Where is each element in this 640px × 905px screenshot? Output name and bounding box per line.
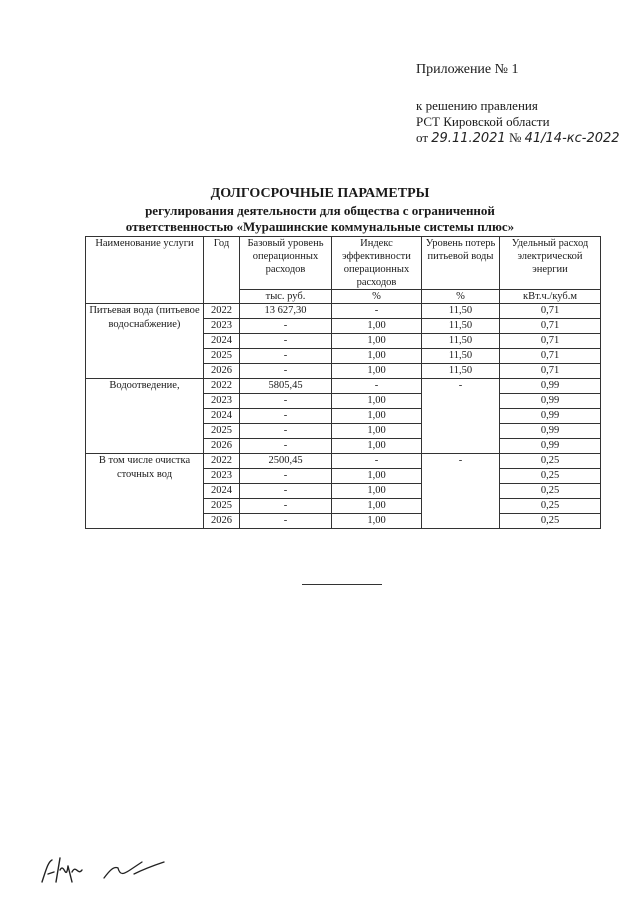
base-cell: - xyxy=(240,424,332,439)
energy-cell: 0,99 xyxy=(500,394,601,409)
document-subtitle xyxy=(60,203,580,235)
base-cell: - xyxy=(240,514,332,529)
year-cell: 2023 xyxy=(204,469,240,484)
number-sign: № xyxy=(508,130,522,145)
base-cell: - xyxy=(240,394,332,409)
base-cell: - xyxy=(240,334,332,349)
base-cell: 2500,45 xyxy=(240,454,332,469)
index-cell: 1,00 xyxy=(332,409,422,424)
service-name: В том числе очистка сточных вод xyxy=(86,454,204,529)
energy-cell: 0,25 xyxy=(500,514,601,529)
energy-cell: 0,71 xyxy=(500,304,601,319)
decision-date-line xyxy=(416,130,620,147)
unit-loss: % xyxy=(422,290,500,304)
year-cell: 2022 xyxy=(204,379,240,394)
index-cell: 1,00 xyxy=(332,424,422,439)
energy-cell: 0,25 xyxy=(500,484,601,499)
index-cell: 1,00 xyxy=(332,334,422,349)
unit-base: тыс. руб. xyxy=(240,290,332,304)
base-cell: - xyxy=(240,409,332,424)
index-cell: - xyxy=(332,454,422,469)
table-row xyxy=(86,304,601,319)
loss-cell-merged: - xyxy=(422,379,500,454)
unit-energy: кВт.ч./куб.м xyxy=(500,290,601,304)
index-cell: 1,00 xyxy=(332,484,422,499)
energy-cell: 0,25 xyxy=(500,499,601,514)
table-row xyxy=(86,454,601,469)
index-cell: - xyxy=(332,304,422,319)
year-cell: 2026 xyxy=(204,439,240,454)
year-cell: 2023 xyxy=(204,394,240,409)
year-cell: 2025 xyxy=(204,349,240,364)
decision-line-2: РСТ Кировской области xyxy=(416,114,550,129)
energy-cell: 0,71 xyxy=(500,319,601,334)
energy-cell: 0,99 xyxy=(500,439,601,454)
header-index: Индекс эффективности операционных расходов xyxy=(332,237,422,290)
year-cell: 2022 xyxy=(204,304,240,319)
index-cell: 1,00 xyxy=(332,514,422,529)
index-cell: 1,00 xyxy=(332,364,422,379)
base-cell: - xyxy=(240,349,332,364)
energy-cell: 0,25 xyxy=(500,469,601,484)
energy-cell: 0,71 xyxy=(500,334,601,349)
base-cell: - xyxy=(240,484,332,499)
base-cell: 13 627,30 xyxy=(240,304,332,319)
header-service: Наименование услуги xyxy=(86,237,204,304)
index-cell: 1,00 xyxy=(332,349,422,364)
header-year: Год xyxy=(204,237,240,304)
index-cell: 1,00 xyxy=(332,499,422,514)
year-cell: 2024 xyxy=(204,334,240,349)
loss-cell-merged: - xyxy=(422,454,500,529)
year-cell: 2024 xyxy=(204,409,240,424)
from-prefix: от xyxy=(416,130,429,145)
loss-cell: 11,50 xyxy=(422,334,500,349)
energy-cell: 0,99 xyxy=(500,409,601,424)
energy-cell: 0,99 xyxy=(500,424,601,439)
handwritten-date: 29.11.2021 xyxy=(431,131,506,146)
year-cell: 2023 xyxy=(204,319,240,334)
year-cell: 2026 xyxy=(204,514,240,529)
year-cell: 2025 xyxy=(204,424,240,439)
year-cell: 2024 xyxy=(204,484,240,499)
handwritten-signature xyxy=(38,852,178,888)
year-cell: 2022 xyxy=(204,454,240,469)
subtitle-line-2: ответственностью «Мурашинские коммунальные системы плюс» xyxy=(125,219,515,234)
base-cell: 5805,45 xyxy=(240,379,332,394)
service-name: Питьевая вода (питьевое водоснабжение) xyxy=(86,304,204,379)
index-cell: - xyxy=(332,379,422,394)
energy-cell: 0,71 xyxy=(500,349,601,364)
decision-reference xyxy=(416,98,620,147)
index-cell: 1,00 xyxy=(332,469,422,484)
service-name: Водоотведение, xyxy=(86,379,204,454)
table-row xyxy=(86,379,601,394)
base-cell: - xyxy=(240,469,332,484)
decision-line-1: к решению правления xyxy=(416,98,538,113)
base-cell: - xyxy=(240,439,332,454)
base-cell: - xyxy=(240,499,332,514)
header-base: Базовый уровень операционных расходов xyxy=(240,237,332,290)
unit-index: % xyxy=(332,290,422,304)
energy-cell: 0,71 xyxy=(500,364,601,379)
year-cell: 2025 xyxy=(204,499,240,514)
parameters-table xyxy=(85,236,601,529)
loss-cell: 11,50 xyxy=(422,364,500,379)
closing-rule xyxy=(302,584,382,585)
year-cell: 2026 xyxy=(204,364,240,379)
header-loss: Уровень потерь питьевой воды xyxy=(422,237,500,290)
base-cell: - xyxy=(240,319,332,334)
index-cell: 1,00 xyxy=(332,394,422,409)
index-cell: 1,00 xyxy=(332,319,422,334)
appendix-label: Приложение № 1 xyxy=(416,62,519,77)
energy-cell: 0,99 xyxy=(500,379,601,394)
header-row xyxy=(86,237,601,290)
handwritten-number: 41/14-кс-2022 xyxy=(524,131,620,146)
header-energy: Удельный расход электрической энергии xyxy=(500,237,601,290)
loss-cell: 11,50 xyxy=(422,319,500,334)
loss-cell: 11,50 xyxy=(422,304,500,319)
energy-cell: 0,25 xyxy=(500,454,601,469)
loss-cell: 11,50 xyxy=(422,349,500,364)
document-title: ДОЛГОСРОЧНЫЕ ПАРАМЕТРЫ xyxy=(210,186,430,201)
subtitle-line-1: регулирования деятельности для общества с ограниченной xyxy=(145,203,495,218)
base-cell: - xyxy=(240,364,332,379)
index-cell: 1,00 xyxy=(332,439,422,454)
